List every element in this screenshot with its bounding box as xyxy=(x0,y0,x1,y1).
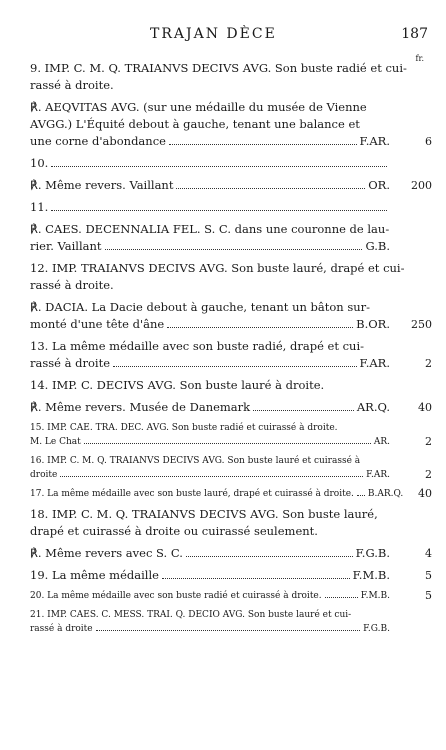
entry-line xyxy=(0,608,446,622)
entry-text: 14. IMP. C. DECIVS AVG. Son buste lauré à droite. xyxy=(30,378,325,392)
entry-text: rier. Vaillant xyxy=(30,239,102,253)
currency-unit: fr. xyxy=(415,54,424,63)
entry-line xyxy=(0,133,446,150)
entry-text: 11. xyxy=(30,200,49,214)
entry-text: 18. IMP. C. M. Q. TRAIANVS DECIVS AVG. Son buste lauré, xyxy=(30,507,378,521)
entry-line xyxy=(0,454,446,468)
entry-line xyxy=(0,221,446,238)
dot-leader xyxy=(113,366,357,367)
entry-line xyxy=(0,435,446,449)
metal-size-value: F.G.B. xyxy=(363,624,390,634)
dot-leader xyxy=(176,188,365,189)
entry-line xyxy=(0,468,446,482)
metal-size-value: OR. xyxy=(368,178,390,192)
dot-leader xyxy=(60,476,363,477)
entry-line xyxy=(0,277,446,294)
entry-text: M. Le Chat xyxy=(30,437,81,447)
entry-line xyxy=(0,116,446,133)
entry-text: 12. IMP. TRAIANVS DECIVS AVG. Son buste lauré, drapé et cui- xyxy=(30,261,405,275)
catalogue-entry xyxy=(0,299,446,333)
dot-leader xyxy=(325,597,358,598)
catalogue-entry xyxy=(0,377,446,394)
catalogue-entry xyxy=(0,155,446,172)
metal-size-value: AR.Q. xyxy=(356,400,390,414)
dot-leader xyxy=(105,249,363,250)
catalogue-entry xyxy=(0,199,446,216)
catalogue-entry xyxy=(0,608,446,636)
metal-size-value: AR. xyxy=(373,437,390,447)
catalogue-entry xyxy=(0,454,446,482)
entry-text: 21. IMP. CAES. C. MESS. TRAI. Q. DECIO AVG. Son buste lauré et cui- xyxy=(30,610,352,620)
price-value: 40 xyxy=(418,487,432,500)
entry-line xyxy=(0,567,446,584)
dot-leader xyxy=(167,327,353,328)
metal-size-value: B.OR. xyxy=(356,317,390,331)
entry-line xyxy=(0,260,446,277)
metal-size-value: B.AR.Q. xyxy=(367,489,404,499)
metal-size-value: F.G.B. xyxy=(355,546,390,560)
dot-leader xyxy=(253,410,354,411)
price-value: 2 xyxy=(425,468,432,481)
entry-text: 16. IMP. C. M. Q. TRAIANVS DECIVS AVG. Son buste lauré et cuirassé à xyxy=(30,456,361,466)
price-value: 2 xyxy=(425,357,432,370)
entry-text: ℟. Même revers avec S. C. xyxy=(30,546,183,560)
dot-leader xyxy=(357,495,365,496)
entry-text: 17. La même médaille avec son buste lauré, drapé et cuirassé à droite. xyxy=(30,489,354,499)
catalogue-entry xyxy=(0,545,446,562)
entry-text: ℟. AEQVITAS AVG. (sur une médaille du musée de Vienne xyxy=(30,100,367,114)
catalogue-entry xyxy=(0,338,446,372)
entry-text: ℟. Même revers. Vaillant xyxy=(30,178,174,192)
price-value: 250 xyxy=(411,318,432,331)
entry-line xyxy=(0,506,446,523)
entry-line xyxy=(0,338,446,355)
catalogue-entry xyxy=(0,589,446,603)
entry-text: 9. IMP. C. M. Q. TRAIANVS DECIVS AVG. Son buste radié et cui- xyxy=(30,61,407,75)
catalogue-entry xyxy=(0,487,446,501)
entry-line xyxy=(0,60,446,77)
dot-leader xyxy=(169,144,357,145)
price-value: 40 xyxy=(418,401,432,414)
page-number: 187 xyxy=(401,26,428,42)
catalogue-entry xyxy=(0,221,446,255)
price-value: 6 xyxy=(425,135,432,148)
dot-leader xyxy=(162,578,350,579)
entry-text: ℟. DACIA. La Dacie debout à gauche, tenant un bâton sur- xyxy=(30,300,371,314)
price-value: 200 xyxy=(411,179,432,192)
entry-line xyxy=(0,177,446,194)
catalogue-entry xyxy=(0,421,446,449)
entry-line xyxy=(0,622,446,636)
entry-line xyxy=(0,399,446,416)
metal-size-value: F.AR. xyxy=(366,470,390,480)
entry-line xyxy=(0,155,446,172)
price-value: 5 xyxy=(425,569,432,582)
entry-line xyxy=(0,487,446,501)
entry-line xyxy=(0,77,446,94)
dot-leader xyxy=(96,630,360,631)
entry-line xyxy=(0,523,446,540)
entry-line xyxy=(0,355,446,372)
price-value: 4 xyxy=(425,547,432,560)
catalogue-entry xyxy=(0,60,446,94)
entry-text: AVGG.) L'Équité debout à gauche, tenant une balance et xyxy=(30,117,360,131)
entry-text: rassé à droite. xyxy=(30,78,114,92)
page-header xyxy=(0,26,446,46)
entry-text: 15. IMP. CAE. TRA. DEC. AVG. Son buste radié et cuirassé à droite. xyxy=(30,423,338,433)
entry-text: 13. La même médaille avec son buste radié, drapé et cui- xyxy=(30,339,365,353)
catalogue-entry xyxy=(0,177,446,194)
dot-leader xyxy=(186,556,353,557)
price-value: 5 xyxy=(425,589,432,602)
entry-text: 20. La même médaille avec son buste radié et cuirassé à droite. xyxy=(30,591,322,601)
dot-leader xyxy=(84,443,371,444)
entry-line xyxy=(0,545,446,562)
catalogue-entry xyxy=(0,506,446,540)
metal-size-value: F.AR. xyxy=(359,134,390,148)
entry-line xyxy=(0,299,446,316)
entry-line xyxy=(0,99,446,116)
entry-line xyxy=(0,421,446,435)
entry-text: 10. xyxy=(30,156,49,170)
entry-text: rassé à droite xyxy=(30,356,111,370)
entry-line xyxy=(0,589,446,603)
catalogue-entry xyxy=(0,99,446,150)
entry-text: rassé à droite xyxy=(30,624,93,634)
page-title: TRAJAN DÈCE xyxy=(150,26,277,42)
metal-size-value: G.B. xyxy=(365,239,390,253)
metal-size-value: F.M.B. xyxy=(360,591,390,601)
entry-text: ℟. Même revers. Musée de Danemark xyxy=(30,400,251,414)
dot-leader xyxy=(51,166,387,167)
entry-text: monté d'une tête d'âne xyxy=(30,317,165,331)
catalogue-entry xyxy=(0,567,446,584)
dot-leader xyxy=(51,210,387,211)
catalogue-entry xyxy=(0,399,446,416)
entry-text: ℟. CAES. DECENNALIA FEL. S. C. dans une couronne de lau- xyxy=(30,222,390,236)
entry-text: une corne d'abondance xyxy=(30,134,166,148)
entry-line xyxy=(0,199,446,216)
entry-text: droite xyxy=(30,470,58,480)
metal-size-value: F.M.B. xyxy=(352,568,390,582)
entry-text: rassé à droite. xyxy=(30,278,114,292)
entry-text: 19. La même médaille xyxy=(30,568,159,582)
entry-line xyxy=(0,238,446,255)
entry-line xyxy=(0,377,446,394)
price-value: 2 xyxy=(425,435,432,448)
entry-line xyxy=(0,316,446,333)
metal-size-value: F.AR. xyxy=(359,356,390,370)
entry-list xyxy=(0,60,446,641)
catalogue-entry xyxy=(0,260,446,294)
entry-text: drapé et cuirassé à droite ou cuirassé seulement. xyxy=(30,524,318,538)
